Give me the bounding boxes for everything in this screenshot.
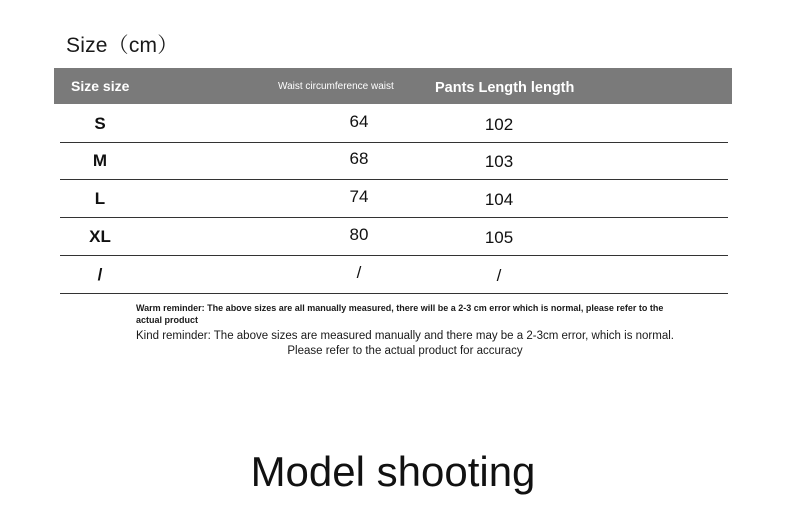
kind-reminder-line: Please refer to the actual product for accuracy	[287, 345, 523, 357]
header-waist: Waist circumference waist	[278, 81, 394, 92]
warm-reminder-note: Warm reminder: The above sizes are all manually measured, there will be a 2-3 cm error which is normal, please refer to the actual product	[136, 303, 664, 325]
cell-size: M	[92, 151, 108, 170]
table-row	[60, 105, 728, 143]
table-row	[60, 142, 728, 180]
cell-length: 103	[484, 152, 514, 171]
cell-length: 105	[484, 228, 514, 247]
cell-size: XL	[89, 227, 111, 246]
size-chart-title: Size（cm）	[66, 34, 179, 57]
cell-length: 102	[484, 115, 514, 134]
model-shooting-heading: Model shooting	[250, 448, 536, 495]
cell-waist: /	[356, 263, 362, 282]
cell-length: /	[496, 266, 502, 285]
kind-reminder-line: Kind reminder: The above sizes are measured manually and there may be a 2-3cm error, which is normal.	[136, 330, 674, 342]
cell-size: S	[94, 114, 106, 133]
kind-reminder-note	[110, 329, 700, 359]
cell-length: 104	[484, 190, 514, 209]
size-table-header	[54, 68, 732, 104]
cell-size: /	[97, 265, 103, 284]
table-row	[60, 218, 728, 256]
cell-waist: 64	[349, 112, 369, 131]
header-pants-length: Pants Length length	[435, 80, 575, 96]
cell-waist: 68	[349, 149, 369, 168]
cell-size: L	[94, 189, 106, 208]
cell-waist: 80	[349, 225, 369, 244]
table-row	[60, 180, 728, 218]
header-size: Size size	[71, 78, 130, 94]
table-row	[60, 256, 728, 294]
cell-waist: 74	[349, 187, 369, 206]
